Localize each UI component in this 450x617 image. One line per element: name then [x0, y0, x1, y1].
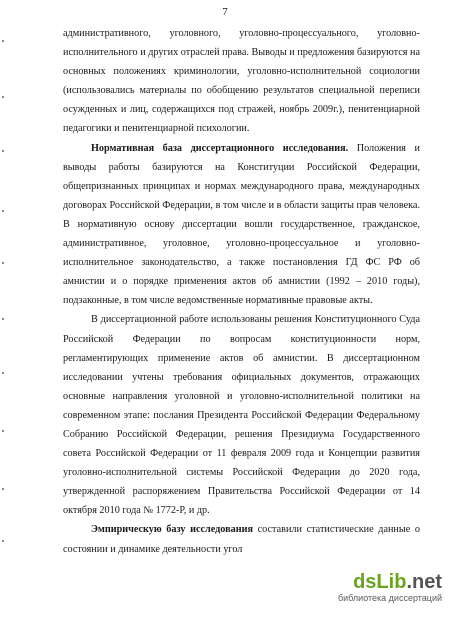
normative-base-text: Положения и выводы работы базируются на Конституции Российской Федерации, общепризнанных принципах и нормах международного права, международных договорах Российской Федерации, в том числе и в области защиты прав человека. В нормативную основу диссертации вошли государственное, гражданское, административное, уголовное, уголовно-процессуальное и уголовно-исполнительное законодательство, а также постановления ГД ФС РФ об амнистии и о порядке применения актов об амнистии (1992 – 2010 годы), подзаконные, в том числе ведомственные нормативные правовые акты. — [63, 142, 420, 307]
page-number: 7 — [222, 6, 228, 18]
dslib-watermark — [322, 571, 442, 611]
scan-margin-marks — [0, 0, 8, 617]
paragraph-court-decisions: В диссертационной работе использованы решения Конституционного Суда Российской Федерации по вопросам конституционности норм, регламентирующих применение актов об амнистии. В диссертационном исследовании учтены требования официальных документов, отражающих основные направления уголовной и уголовно-исполнительной политики на современном этапе: послания Президента Российской Федерации Федеральному Собранию Российской Федерации, решения Президиума Государственного совета Российской Федерации от 11 февраля 2009 года и Концепции развития уголовно-исполнительной системы Российской Федерации до 2020 года, утвержденной распоряжением Правительства Российской Федерации от 14 октября 2010 года № 1772-Р, и др. — [63, 314, 420, 517]
dslib-subtitle: библиотека диссертаций — [337, 593, 442, 603]
empirical-base-heading: Эмпирическую базу исследования — [91, 524, 253, 536]
paragraph-normative-base — [63, 139, 420, 311]
normative-base-heading: Нормативная база диссертационного исследования. — [91, 142, 349, 154]
paragraph-empirical-base — [63, 520, 420, 558]
document-body — [63, 24, 420, 559]
paragraph-methodology: административного, уголовного, уголовно-процессуального, уголовно-исполнительного и других отраслей права. Выводы и предложения базируются на основных положениях криминологии, уголовно-исполнительной социологии (использовались материалы по обобщению результатов специальной переписи осужденных и лиц, содержащихся под стражей, ноябрь 2009г.), пенитенциарной педагогики и пенитенциарной психологии. — [63, 28, 420, 135]
dslib-logo: dsLib.net — [353, 571, 442, 593]
empirical-base-text: составили статистические данные о состоянии и динамике деятельности угол — [63, 524, 420, 555]
